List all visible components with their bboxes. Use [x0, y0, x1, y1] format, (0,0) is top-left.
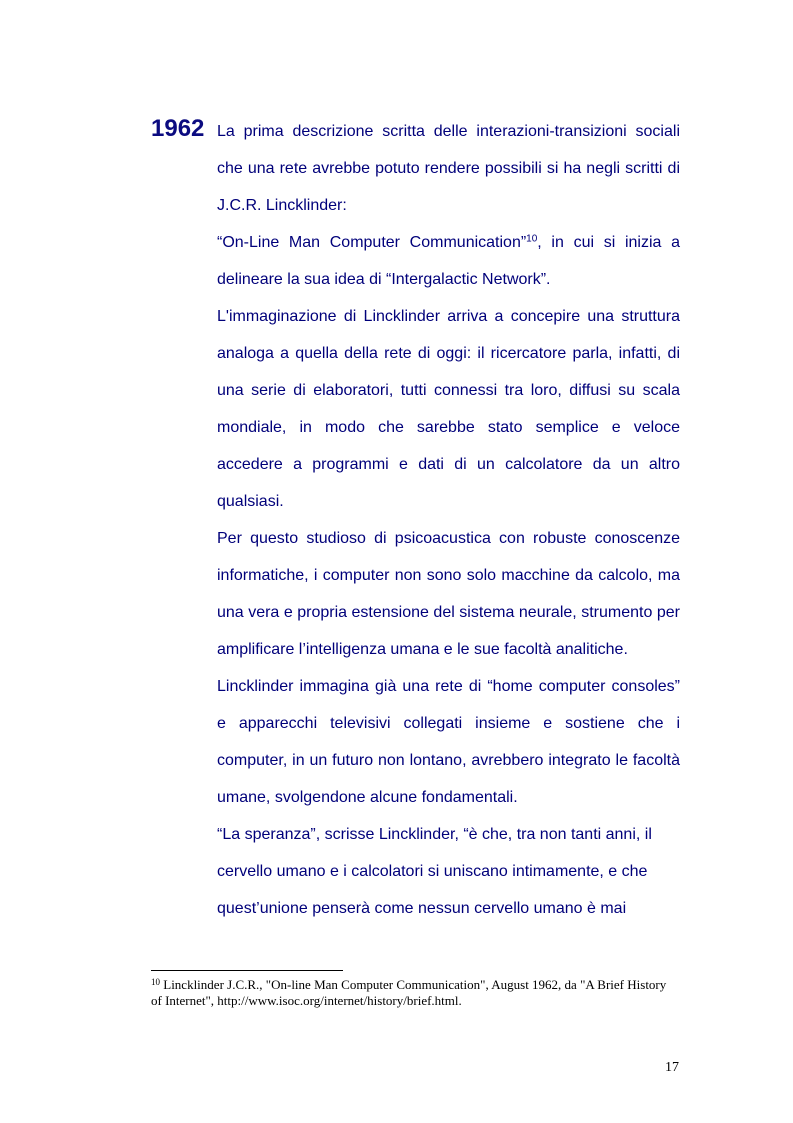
footnote-separator — [151, 970, 343, 971]
cited-title-continuation: , in cui si inizia a delineare la sua idea di “Intergalactic Network”. — [217, 234, 680, 288]
section-year: 1962 — [151, 115, 205, 142]
paragraph-title-reference — [217, 224, 680, 298]
body-text — [217, 113, 680, 927]
cited-title: “On-Line Man Computer Communication” — [217, 234, 527, 251]
paragraph-network-vision: L'immaginazione di Lincklinder arriva a concepire una struttura analoga a quella della rete di oggi: il ricercatore parla, infatti, di una serie di elaboratori, tutti connessi tra loro, diffusi su scala mondiale, in modo che sarebbe stato semplice e veloce accedere a programmi e dati di un calcolatore da un altro qualsiasi. — [217, 308, 680, 510]
paragraph-home-consoles: Lincklinder immagina già una rete di “home computer consoles” e apparecchi televisivi collegati insieme e sostiene che i computer, in un futuro non lontano, avrebbero integrato le facoltà umane, svolgendone alcune fondamentali. — [217, 678, 680, 806]
footnote-number: 10 — [151, 976, 160, 987]
footnote-reference[interactable]: 10 — [526, 233, 538, 245]
footnote — [151, 977, 671, 1009]
paragraph-quote: “La speranza”, scrisse Lincklinder, “è che, tra non tanti anni, il cervello umano e i calcolatori si uniscano intimamente, e che quest’unione penserà come nessun cervello umano è mai — [217, 826, 652, 917]
footnote-text: Lincklinder J.C.R., "On-line Man Computer Communication", August 1962, da "A Brief History of Internet", http://www.isoc.org/internet/history/brief.html. — [151, 977, 667, 1008]
page-number: 17 — [665, 1060, 679, 1075]
paragraph-neural-extension: Per questo studioso di psicoacustica con robuste conoscenze informatiche, i computer non sono solo macchine da calcolo, ma una vera e propria estensione del sistema neurale, strumento per amplificare l’intelligenza umana e le sue facoltà analitiche. — [217, 530, 680, 658]
paragraph-intro: La prima descrizione scritta delle interazioni-transizioni sociali che una rete avrebbe potuto rendere possibili si ha negli scritti di J.C.R. Lincklinder: — [217, 123, 680, 214]
